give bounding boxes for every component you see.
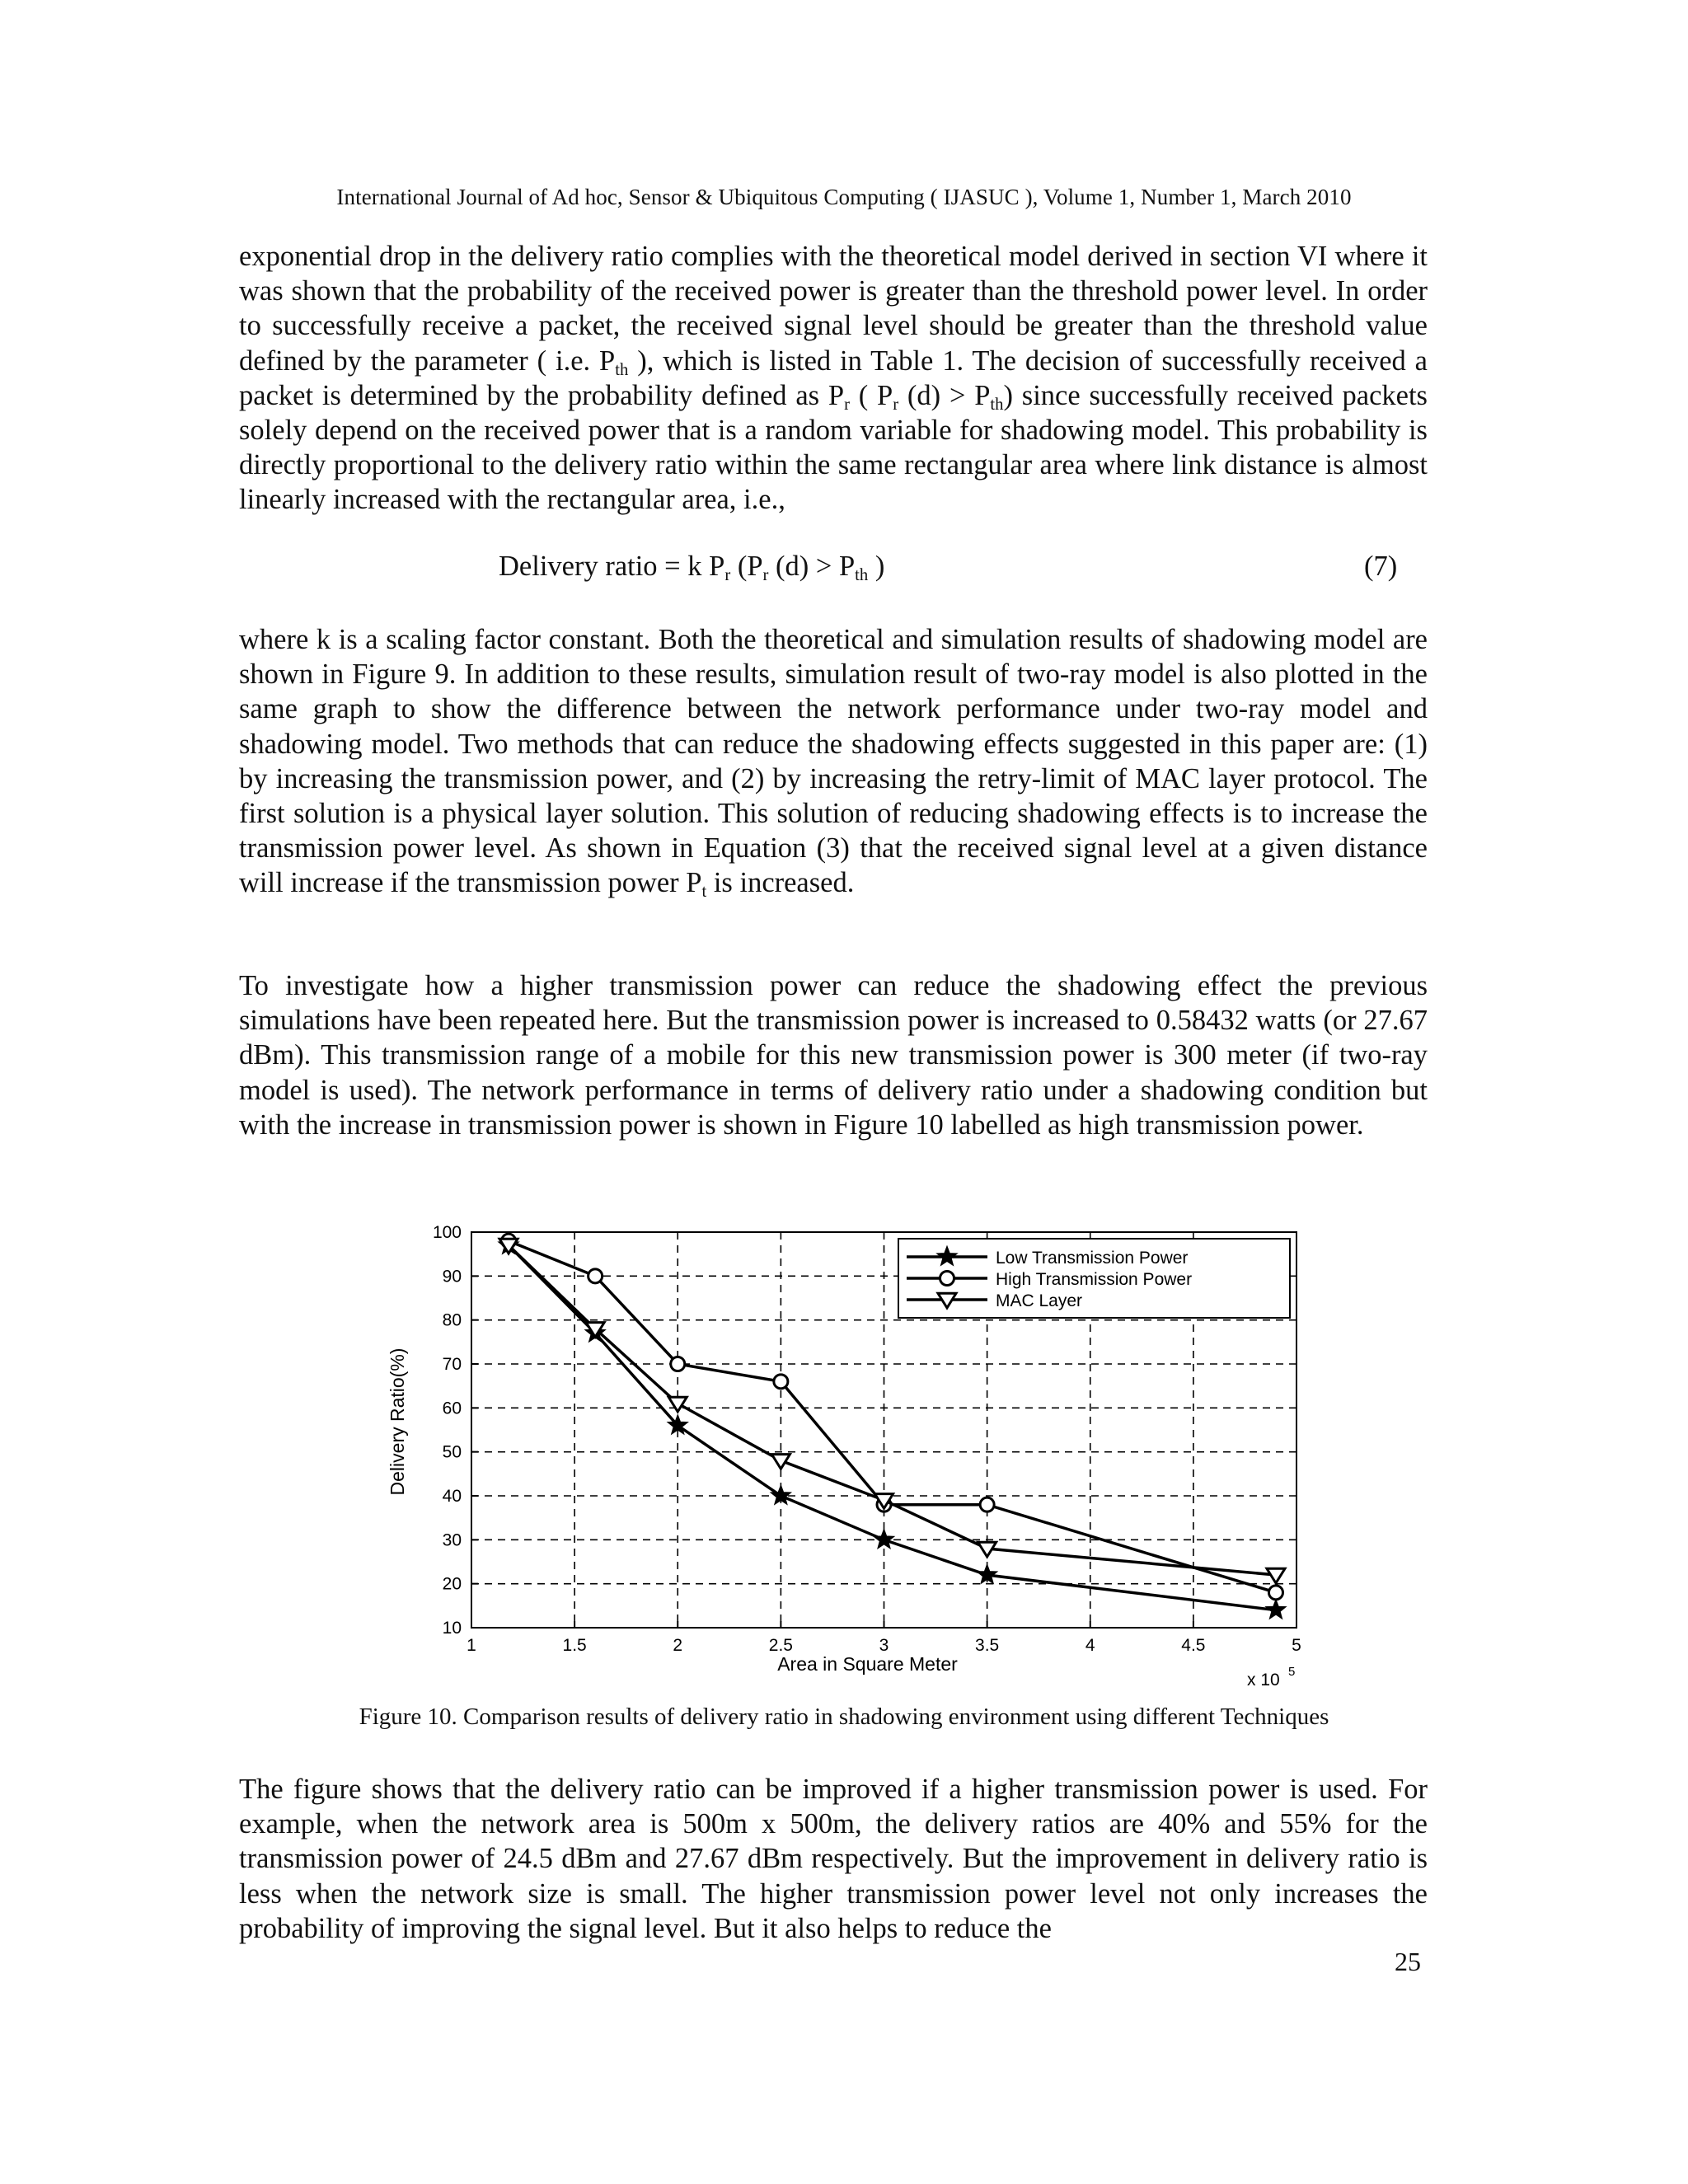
y-tick-label-3: 40 (442, 1487, 462, 1506)
y-tick-label-0: 10 (442, 1619, 462, 1638)
equation-number: (7) (1364, 551, 1398, 582)
delivery-ratio-chart (363, 1212, 1319, 1690)
paragraph-1: exponential drop in the delivery ratio complies with the theoretical model derived in section VI where it was shown that the probability of the received power is greater than the threshold power level. In order to successfully receive a packet, the received signal level should be greater than the threshold value defined by the parameter ( i.e. $P_{th}$ ), which is listed in Table 1. The decision of successfully received a packet is determined by the probability defined as $P_r$ ( $P_r$ $(d) > P_{th}$) since successfully received packets solely depend on the received power that is a random variable for shadowing model. This probability is directly proportional to the delivery ratio within the same rectangular area where link distance is almost linearly increased with the rectangular area, i.e., (239, 241, 1428, 516)
series-1-point-2 (671, 1357, 685, 1371)
series-1-point-6 (1268, 1586, 1282, 1600)
x-tick-label-6: 4 (1085, 1636, 1095, 1655)
y-tick-label-1: 20 (442, 1574, 462, 1594)
equation-7: Delivery ratio = k $P_r$ ($P_r$ $(d) > P_{th}$ ) (499, 551, 885, 585)
page-number: 25 (1395, 1947, 1421, 1976)
legend-marker-1 (940, 1272, 954, 1286)
figure-caption: Figure 10. Comparison results of delivery ratio in shadowing environment using different Techniques (359, 1704, 1329, 1730)
y-tick-label-7: 80 (442, 1310, 462, 1330)
x-tick-label-4: 3 (879, 1636, 889, 1655)
paragraph-3: To investigate how a higher transmission power can reduce the shadowing effect the previous simulations have been repeated here. But the transmission power is increased to 0.58432 watts (or 27.67 dBm). This transmission range of a mobile for this new transmission power is 300 meter (if two-ray model is used). The network performance in terms of delivery ratio under a shadowing condition but with the increase in transmission power is shown in Figure 10 labelled as high transmission power. (239, 970, 1428, 1141)
y-tick-label-4: 50 (442, 1442, 462, 1462)
y-tick-label-2: 30 (442, 1530, 462, 1550)
x-tick-label-2: 2 (673, 1636, 683, 1655)
y-tick-label-8: 90 (442, 1267, 462, 1286)
legend-label-1: High Transmission Power (996, 1270, 1193, 1289)
x-tick-label-3: 2.5 (768, 1636, 793, 1655)
y-tick-label-6: 70 (442, 1355, 462, 1374)
y-tick-label-9: 100 (432, 1223, 462, 1242)
y-axis-label: Delivery Ratio(%) (387, 1347, 408, 1496)
y-tick-label-5: 60 (442, 1399, 462, 1418)
series-1-point-5 (980, 1497, 994, 1511)
x-tick-label-8: 5 (1292, 1636, 1301, 1655)
paragraph-4: The figure shows that the delivery ratio can be improved if a higher transmission power is used. For example, when the network area is 500m x 500m, the delivery ratios are 40% and 55% for the transmission power of 24.5 dBm and 27.67 dBm respectively. But the improvement in delivery ratio is less when the network size is small. The higher transmission power level not only increases the probability of improving the signal level. But it also helps to reduce the (239, 1774, 1428, 1944)
legend-label-0: Low Transmission Power (996, 1249, 1189, 1268)
x-axis-multiplier: x 10 (1247, 1671, 1280, 1690)
x-axis-multiplier-exponent: 5 (1288, 1665, 1296, 1679)
x-tick-label-0: 1 (467, 1636, 476, 1655)
series-1-point-3 (774, 1375, 788, 1389)
paragraph-2: where k is a scaling factor constant. Both the theoretical and simulation results of shadowing model are shown in Figure 9. In addition to these results, simulation result of two-ray model is also plotted in the same graph to show the difference between the network performance under two-ray model and shadowing model. Two methods that can reduce the shadowing effects suggested in this paper are: (1) by increasing the transmission power, and (2) by increasing the retry-limit of MAC layer protocol. The first solution is a physical layer solution. This solution of reducing shadowing effects is to increase the transmission power level. As shown in Equation (3) that the received signal level at a given distance will increase if the transmission power $P_t$ is increased. (239, 624, 1428, 902)
x-axis-label: Area in Square Meter (777, 1653, 958, 1675)
series-1-point-1 (588, 1269, 603, 1283)
journal-header: International Journal of Ad hoc, Sensor & Ubiquitous Computing ( IJASUC ), Volume 1, Number 1, March 2010 (336, 185, 1352, 209)
x-tick-label-7: 4.5 (1181, 1636, 1206, 1655)
legend-label-2: MAC Layer (996, 1291, 1083, 1310)
x-tick-label-1: 1.5 (562, 1636, 587, 1655)
x-tick-label-5: 3.5 (975, 1636, 1000, 1655)
